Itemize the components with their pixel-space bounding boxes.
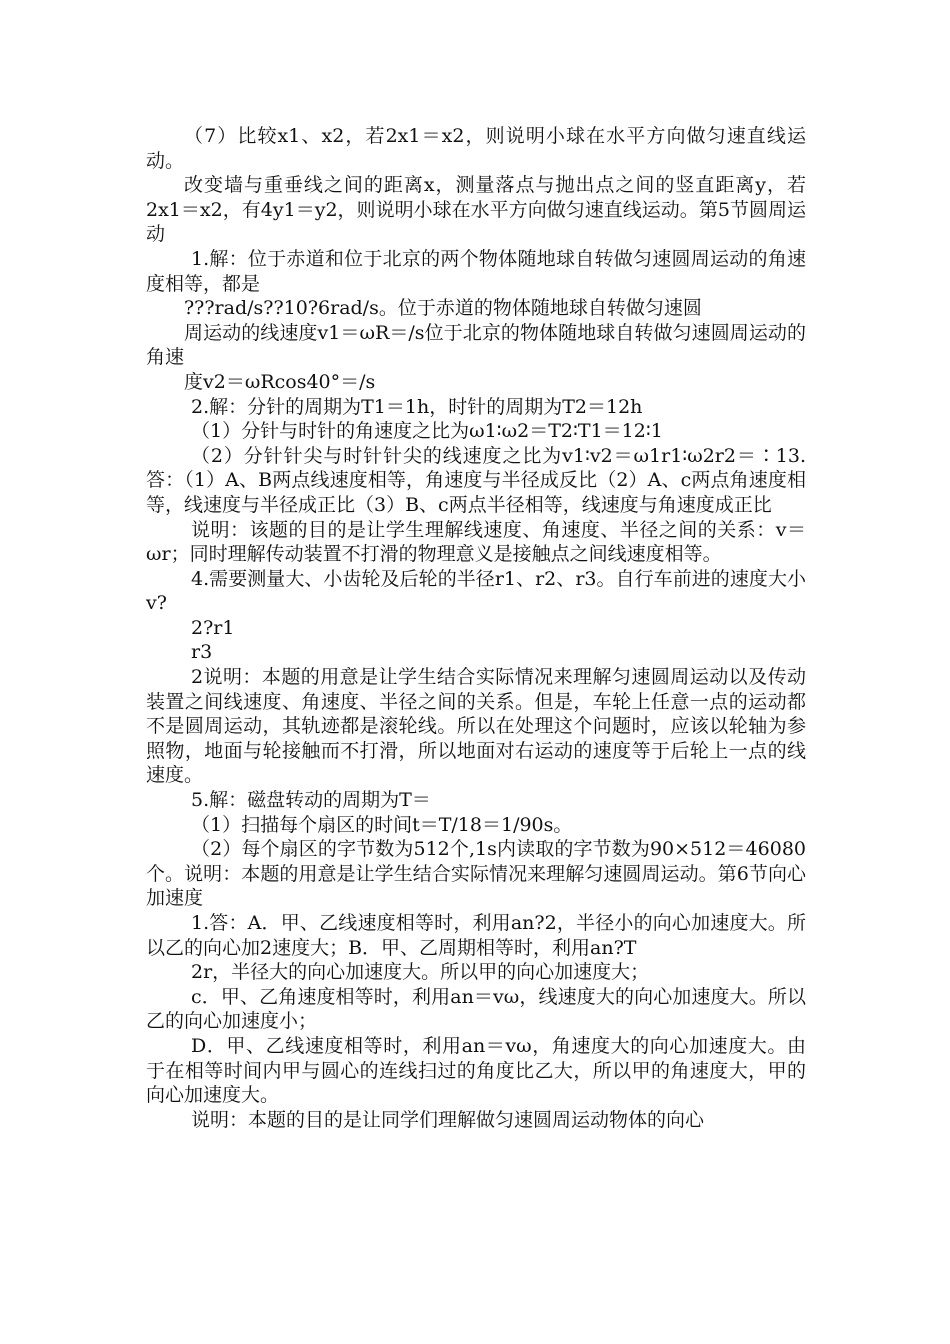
paragraph-2: 改变墙与重垂线之间的距离x，测量落点与抛出点之间的竖直距离y，若2x1＝x2，有4y1＝y2，则说明小球在水平方向做匀速直线运动。第5节圆周运动 (146, 174, 806, 246)
paragraph-13: r3 (191, 641, 213, 664)
paragraph-3: 1.解：位于赤道和位于北京的两个物体随地球自转做匀速圆周运动的角速度相等，都是 (146, 247, 806, 295)
paragraph-20: c．甲、乙角速度相等时，利用an＝vω，线速度大的向心加速度大。所以乙的向心加速度小； (146, 985, 806, 1033)
paragraph-8: （1）分针与时针的角速度之比为ω1∶ω2＝T2∶T1＝12∶1 (191, 420, 663, 443)
paragraph-12: 2?r1 (191, 616, 235, 639)
paragraph-22: 说明：本题的目的是让同学们理解做匀速圆周运动物体的向心 (191, 1108, 705, 1131)
paragraph-15: 5.解：磁盘转动的周期为T＝ (191, 789, 431, 812)
paragraph-10: 说明：该题的目的是让学生理解线速度、角速度、半径之间的关系：v＝ωr；同时理解传动装置不打滑的物理意义是接触点之间线速度相等。 (146, 518, 806, 566)
paragraph-18: 1.答：A．甲、乙线速度相等时，利用an?2，半径小的向心加速度大。所以乙的向心加2速度大；B．甲、乙周期相等时，利用an?T (146, 912, 806, 959)
paragraph-17: （2）每个扇区的字节数为512个,1s内读取的字节数为90×512＝46080个。说明：本题的用意是让学生结合实际情况来理解匀速圆周运动。第6节向心加速度 (146, 838, 806, 910)
paragraph-5: 周运动的线速度v1＝ωR＝/s位于北京的物体随地球自转做匀速圆周运动的角速 (146, 321, 806, 369)
paragraph-7: 2.解：分针的周期为T1＝1h，时针的周期为T2＝12h (191, 395, 643, 418)
paragraph-14: 2说明：本题的用意是让学生结合实际情况来理解匀速圆周运动以及传动装置之间线速度、角速度、半径之间的关系。但是，车轮上任意一点的运动都不是圆周运动，其轨迹都是滚轮线。所以在处理这个问题时，应该以轮轴为参照物，地面与轮接触而不打滑，所以地面对右运动的速度等于后轮上一点的线速度。 (146, 666, 806, 787)
paragraph-4: ???rad/s??10?6rad/s。位于赤道的物体随地球自转做匀速圆 (184, 297, 702, 320)
paragraph-1: （7）比较x1、x2，若2x1＝x2，则说明小球在水平方向做匀速直线运动。 (146, 125, 806, 172)
paragraph-19: 2r，半径大的向心加速度大。所以甲的向心加速度大； (191, 961, 650, 984)
paragraph-21: D．甲、乙线速度相等时，利用an＝vω，角速度大的向心加速度大。由于在相等时间内甲与圆心的连线扫过的角度比乙大，所以甲的角速度大，甲的向心加速度大。 (146, 1034, 806, 1107)
paragraph-9: （2）分针针尖与时针针尖的线速度之比为v1∶v2＝ω1r1∶ω2r2＝∶13.答：（1）A、B两点线速度相等，角速度与半径成反比（2）A、c两点角速度相等，线速度与半径成正比（3）B、c两点半径相等，线速度与角速度成正比 (146, 444, 806, 516)
paragraph-11: 4.需要测量大、小齿轮及后轮的半径r1、r2、r3。自行车前进的速度大小v? (146, 567, 806, 615)
document-page (146, 124, 806, 1132)
paragraph-6: 度v2＝ωRcos40°＝/s (184, 370, 376, 393)
paragraph-16: （1）扫描每个扇区的时间t＝T/18＝1/90s。 (191, 813, 573, 836)
